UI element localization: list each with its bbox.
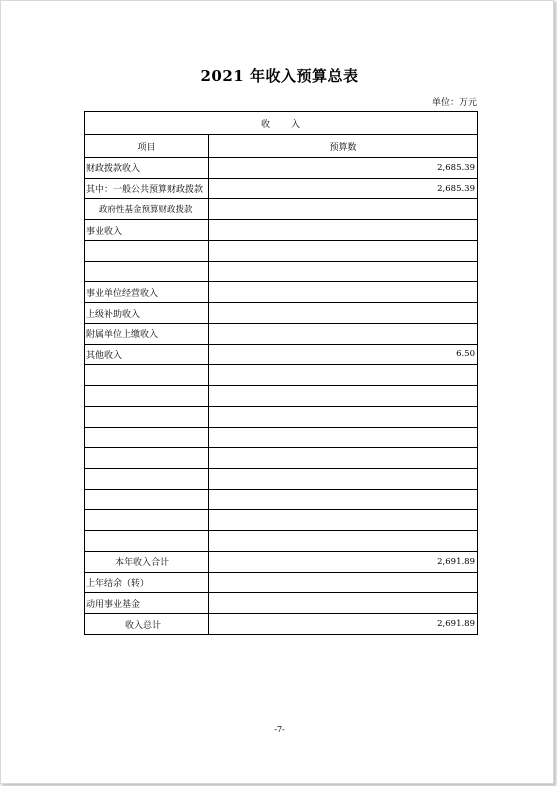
table-row <box>85 530 477 551</box>
row-amount <box>209 531 477 551</box>
row-item-label: 其中：一般公共预算财政拨款 <box>85 179 209 199</box>
row-amount <box>209 303 477 323</box>
table-row <box>85 509 477 530</box>
row-item-label <box>85 490 209 510</box>
table-section-header: 收 入 <box>260 119 301 130</box>
budget-table <box>84 111 478 635</box>
table-row <box>85 385 477 406</box>
table-row <box>85 344 477 365</box>
column-header-amount: 预算数 <box>329 142 357 153</box>
row-amount <box>209 428 477 448</box>
table-row <box>85 157 477 178</box>
row-amount <box>209 490 477 510</box>
table-section-header-row <box>85 112 477 134</box>
row-item-label: 本年收入合计 <box>85 552 209 572</box>
row-item-label <box>85 407 209 427</box>
row-item-label: 收入总计 <box>85 614 209 634</box>
table-row <box>85 572 477 593</box>
table-row <box>85 468 477 489</box>
row-item-label <box>85 428 209 448</box>
row-item-label <box>85 386 209 406</box>
row-item-label <box>85 510 209 530</box>
row-amount <box>209 448 477 468</box>
row-amount: 2,685.39 <box>437 162 475 173</box>
row-item-label <box>85 448 209 468</box>
row-item-label: 事业单位经营收入 <box>85 282 209 302</box>
table-row <box>85 613 477 634</box>
table-column-header-row <box>85 134 477 157</box>
row-amount: 6.50 <box>456 349 475 360</box>
table-row <box>85 592 477 613</box>
table-row <box>85 551 477 572</box>
row-item-label: 事业收入 <box>85 220 209 240</box>
row-amount <box>209 282 477 302</box>
table-row <box>85 447 477 468</box>
row-amount: 2,685.39 <box>437 183 475 194</box>
row-item-label <box>85 262 209 282</box>
row-item-label <box>85 469 209 489</box>
row-item-label: 其他收入 <box>85 345 209 365</box>
row-amount <box>209 407 477 427</box>
row-amount <box>209 199 477 219</box>
table-row <box>85 323 477 344</box>
row-item-label: 动用事业基金 <box>85 593 209 613</box>
row-item-label: 上级补助收入 <box>85 303 209 323</box>
row-amount <box>209 573 477 593</box>
table-row <box>85 240 477 261</box>
row-item-label <box>85 241 209 261</box>
row-item-label: 政府性基金预算财政拨款 <box>85 199 209 219</box>
page-number: -7- <box>274 725 285 734</box>
row-amount: 2,691.89 <box>437 619 475 630</box>
row-amount <box>209 324 477 344</box>
row-amount <box>209 593 477 613</box>
table-row <box>85 198 477 219</box>
row-amount <box>209 241 477 261</box>
table-row <box>85 427 477 448</box>
row-amount: 2,691.89 <box>437 556 475 567</box>
table-row <box>85 302 477 323</box>
table-row <box>85 489 477 510</box>
row-amount <box>209 365 477 385</box>
row-amount <box>209 220 477 240</box>
table-row <box>85 178 477 199</box>
table-row <box>85 406 477 427</box>
row-item-label: 财政拨款收入 <box>85 158 209 178</box>
row-amount <box>209 510 477 530</box>
row-item-label <box>85 365 209 385</box>
page-title: 2021 年收入预算总表 <box>200 67 359 85</box>
table-row <box>85 261 477 282</box>
row-amount <box>209 262 477 282</box>
row-amount <box>209 386 477 406</box>
row-item-label: 上年结余（转） <box>85 573 209 593</box>
column-header-item: 项目 <box>85 135 209 157</box>
row-item-label: 附属单位上缴收入 <box>85 324 209 344</box>
table-row <box>85 364 477 385</box>
table-row <box>85 219 477 240</box>
unit-label: 单位：万元 <box>431 98 477 108</box>
table-row <box>85 281 477 302</box>
row-amount <box>209 469 477 489</box>
row-item-label <box>85 531 209 551</box>
